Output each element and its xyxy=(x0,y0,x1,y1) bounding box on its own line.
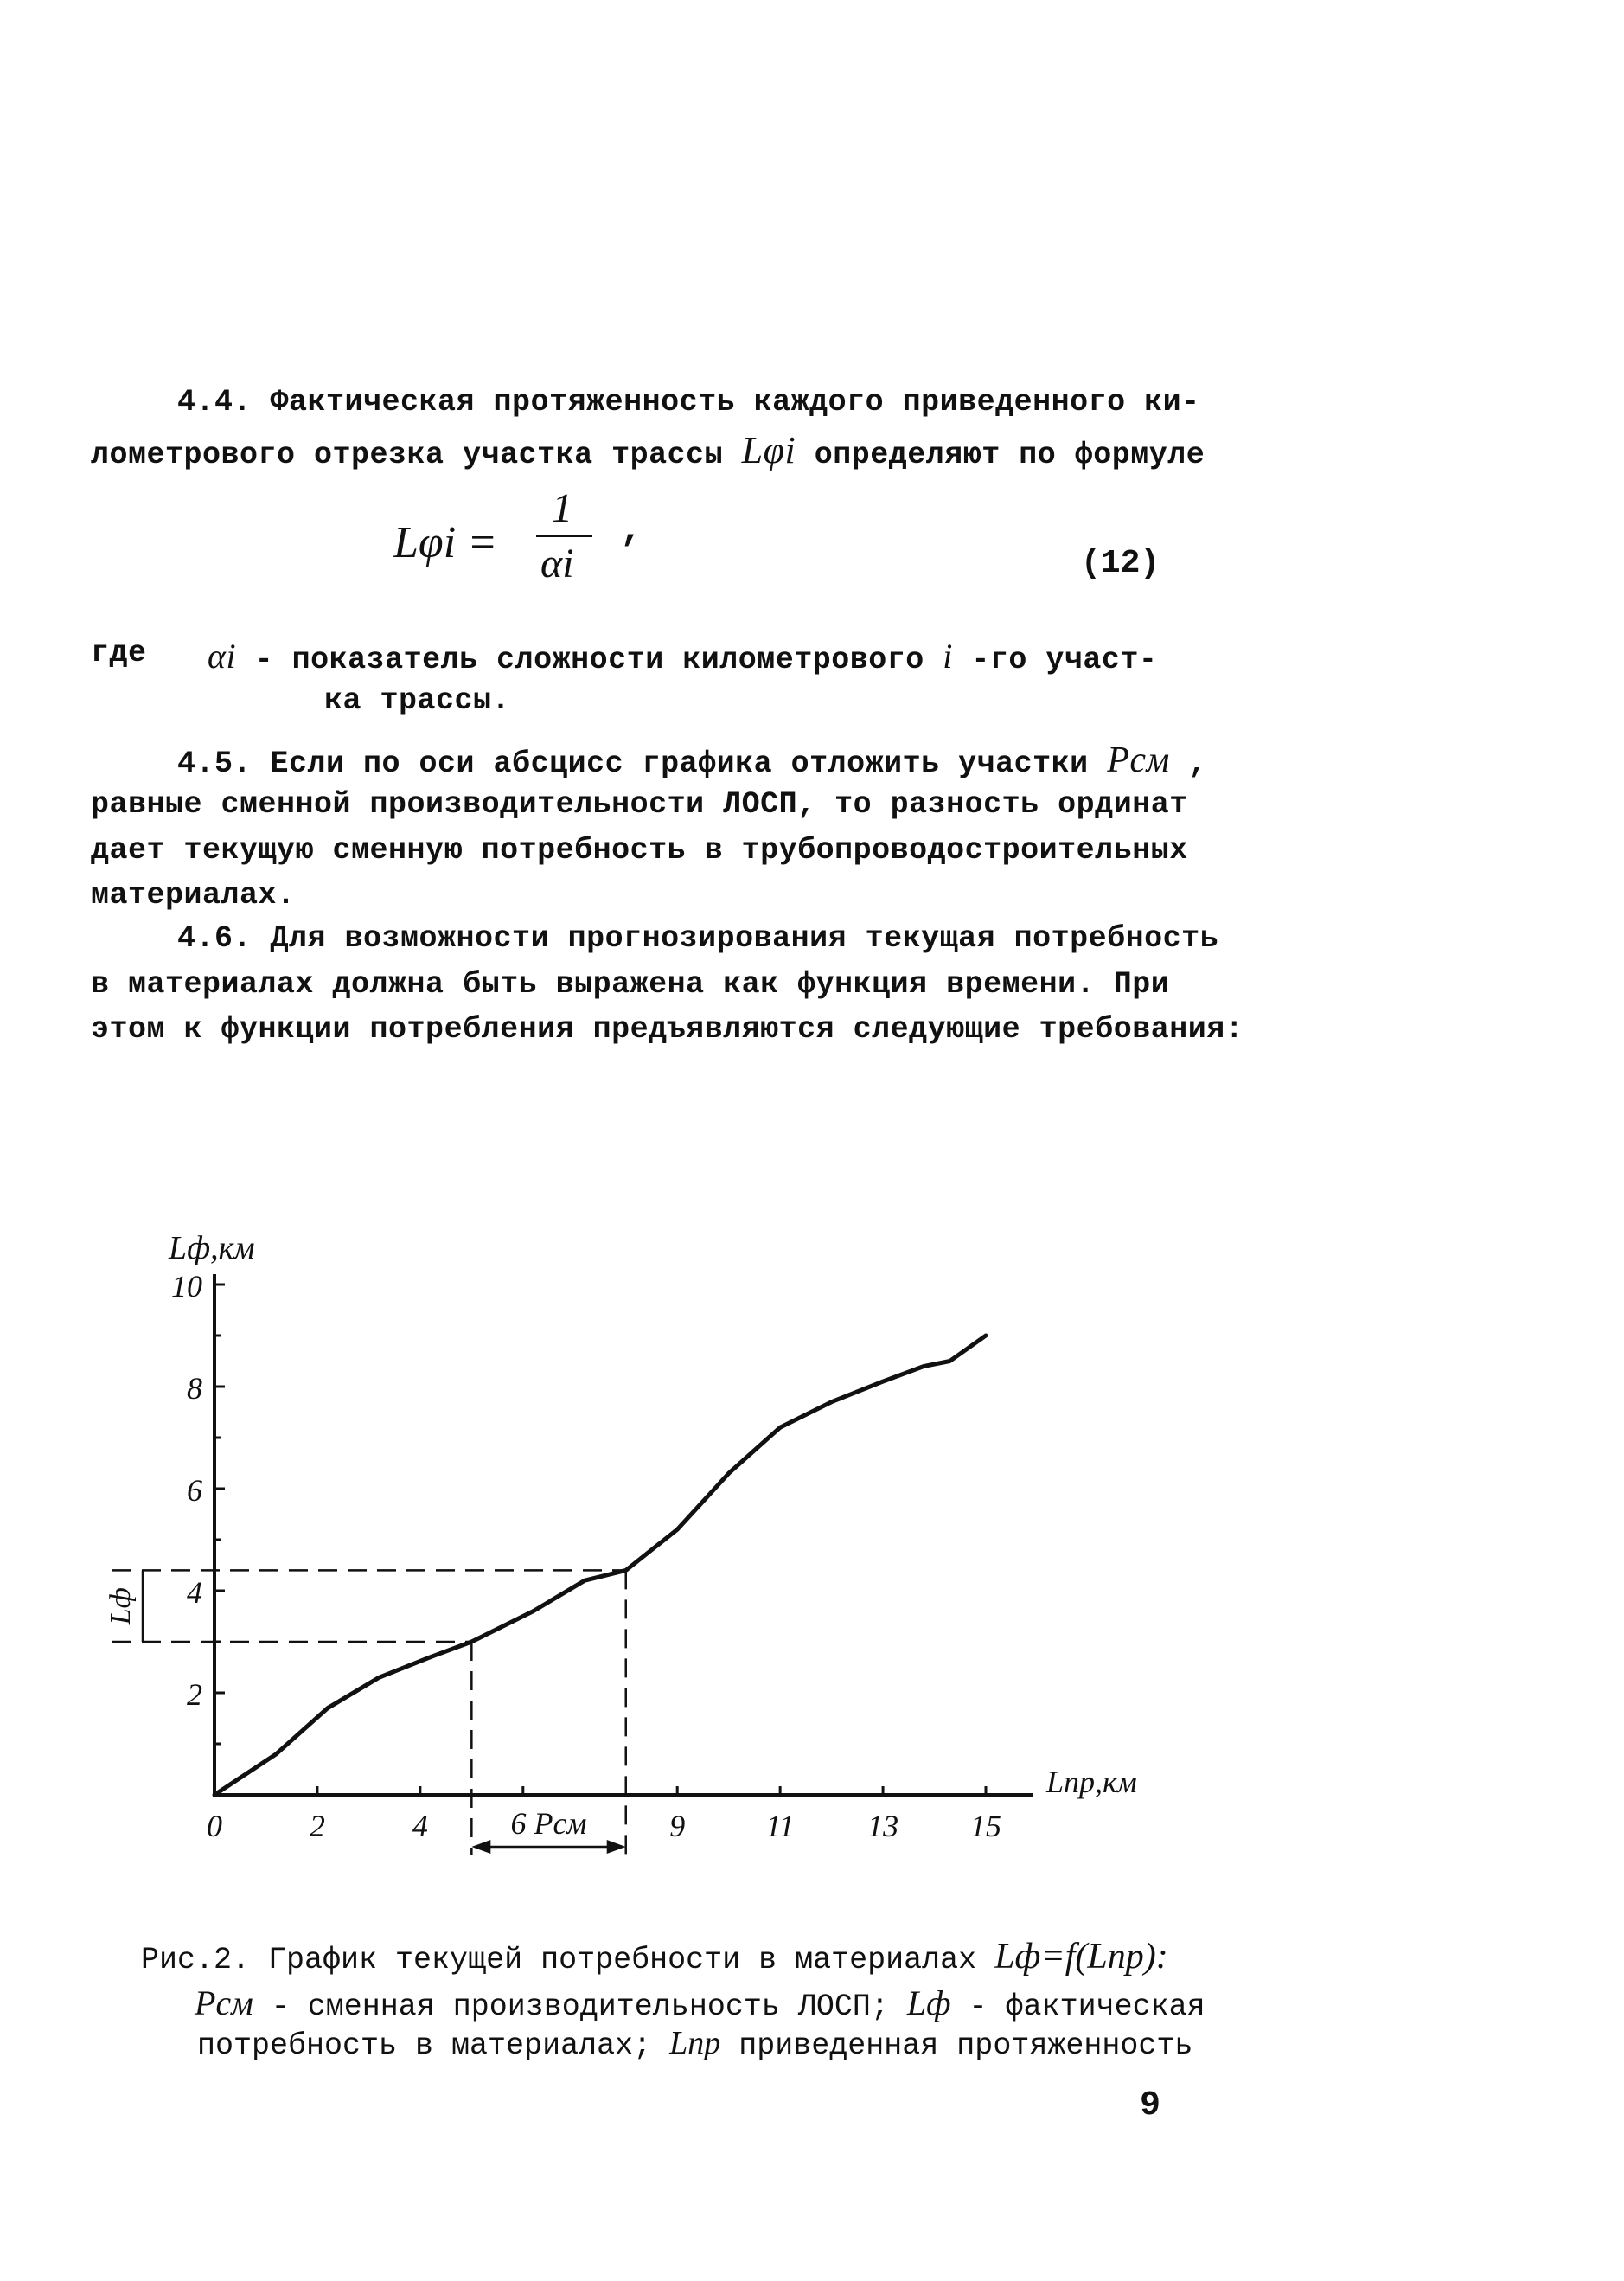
x-tick-label: 15 xyxy=(970,1809,1001,1843)
caption-symbol-p-sm: Pсм xyxy=(195,1983,253,2022)
where-definition-line-2: ка трассы. xyxy=(324,683,511,718)
chart-series xyxy=(214,1336,986,1795)
para-4-4-line-2-text-a: лометрового отрезка участка трассы xyxy=(91,438,724,472)
formula-numerator: 1 xyxy=(552,485,572,531)
page-number: 9 xyxy=(1140,2086,1161,2125)
para-4-4-line-1: 4.4. Фактическая протяженность каждого приведенного ки- xyxy=(177,385,1200,420)
chart-ticks xyxy=(171,1269,1001,1843)
formula-lhs: Lφi = xyxy=(393,518,498,567)
where-text-a: - показатель сложности километрового xyxy=(254,643,924,677)
span-label: 6 Pсм xyxy=(510,1806,587,1841)
where-text-b: -го участ- xyxy=(971,643,1158,677)
symbol-l-phi-i: Lφi xyxy=(741,429,796,471)
para-4-6-line-2: в материалах должна быть выражена как функция времени. При xyxy=(91,967,1170,1002)
x-tick-label: 2 xyxy=(309,1809,325,1843)
equation-number: (12) xyxy=(1081,545,1160,582)
caption-line-2-text-a: - сменная производительность ЛОСП; xyxy=(271,1989,889,2024)
chart-labels xyxy=(105,1230,1137,1841)
caption-line-3 xyxy=(197,2024,1192,2063)
para-4-6-line-3: этом к функции потребления предъявляются следующие требования: xyxy=(91,1012,1244,1047)
x-axis-label: Lпр,км xyxy=(1046,1765,1137,1799)
symbol-alpha-i: αi xyxy=(208,637,237,676)
para-4-5-line-1-text-b: , xyxy=(1188,746,1207,781)
y-tick-label: 2 xyxy=(187,1677,202,1712)
caption-formula: Lф=f(Lпр): xyxy=(994,1937,1168,1977)
para-4-5-line-4: материалах. xyxy=(91,878,296,913)
span-arrow-head-left xyxy=(471,1840,490,1854)
y-tick-label: 6 xyxy=(187,1473,202,1508)
caption-line-1 xyxy=(141,1936,1168,1977)
caption-line-2 xyxy=(195,1983,1205,2024)
chart-axes xyxy=(213,1274,1033,1797)
symbol-i: i xyxy=(943,637,953,676)
caption-line-2-text-b: - фактическая xyxy=(969,1989,1205,2024)
delta-l-phi-label: Lф xyxy=(105,1587,137,1625)
para-4-5-line-2: равные сменной производительности ЛОСП, то разность ординат xyxy=(91,787,1188,822)
y-tick-label: 4 xyxy=(187,1575,202,1610)
x-tick-label: 13 xyxy=(867,1809,899,1843)
y-axis-label: Lф,км xyxy=(169,1230,255,1266)
caption-symbol-l-f: Lф xyxy=(906,1983,951,2022)
para-4-6-line-1: 4.6. Для возможности прогнозирования текущая потребность xyxy=(177,921,1219,956)
where-label: где xyxy=(91,636,147,670)
symbol-p-sm: Pсм xyxy=(1107,740,1170,780)
caption-symbol-l-pr: Lпр xyxy=(669,2025,721,2061)
caption-line-3-text-b: приведенная протяженность xyxy=(738,2028,1193,2063)
x-tick-label: 4 xyxy=(412,1809,428,1843)
caption-line-3-text-a: потребность в материалах; xyxy=(197,2028,652,2063)
para-4-5-line-3: дает текущую сменную потребность в трубопроводостроительных xyxy=(91,833,1188,868)
formula-comma: , xyxy=(620,509,643,552)
consumption-line xyxy=(214,1336,986,1795)
x-tick-label: 11 xyxy=(765,1809,795,1843)
y-tick-label: 8 xyxy=(187,1371,202,1406)
span-arrow-head-right xyxy=(607,1840,626,1854)
y-tick-label: 10 xyxy=(171,1269,202,1304)
x-tick-label: 9 xyxy=(669,1809,686,1843)
x-tick-label: 0 xyxy=(207,1809,222,1843)
caption-line-1-text: Рис.2. График текущей потребности в материалах xyxy=(141,1943,977,1977)
para-4-4-line-2-text-b: определяют по формуле xyxy=(814,438,1205,472)
para-4-5-line-1-text-a: 4.5. Если по оси абсцисс графика отложить участки xyxy=(177,746,1089,781)
formula-denominator: αi xyxy=(540,541,574,586)
